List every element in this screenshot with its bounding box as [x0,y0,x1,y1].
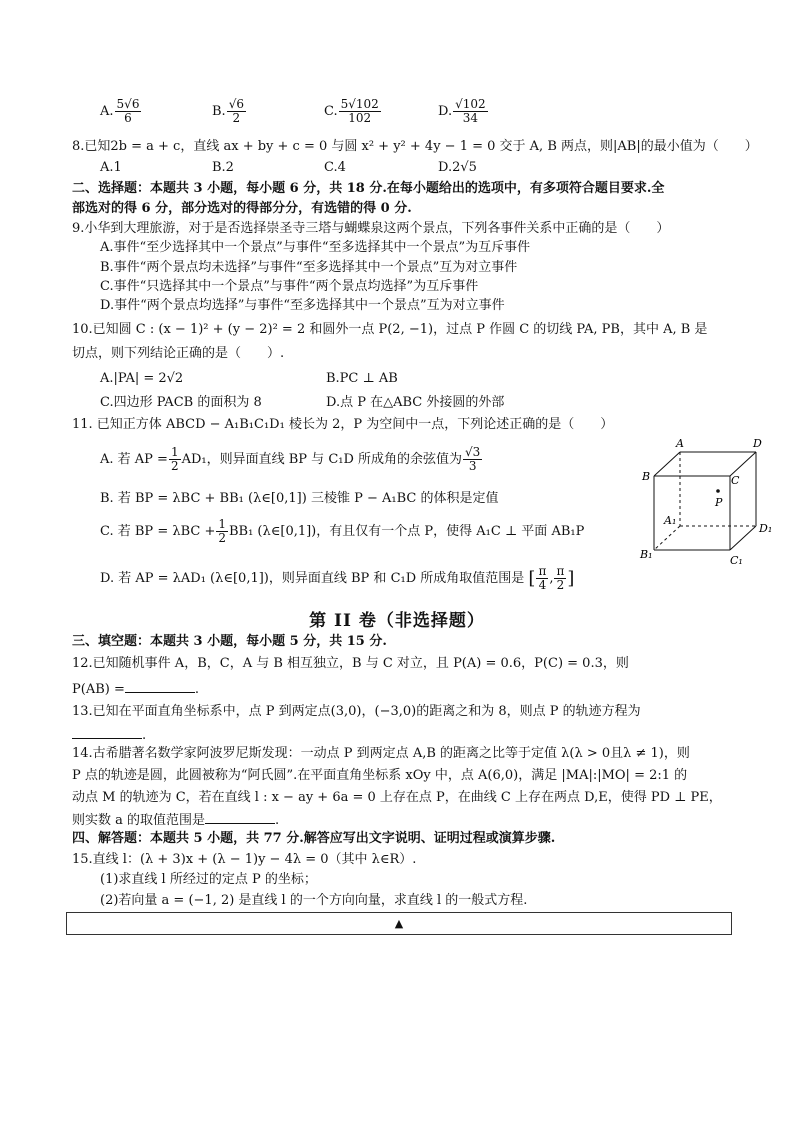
label-b: B [642,470,651,483]
q11-option-b: B. 若 BP = λBC + BB₁ (λ∈[0,1]) 三棱锥 P − A₁BC 的体积是定值 [100,491,499,506]
q8-option-a: A.1 [100,160,122,175]
q13-line1: 13.已知在平面直角坐标系中，点 P 到两定点(3,0)，(−3,0)的距离之和为 8，则点 P 的轨迹方程为 [72,704,641,719]
label-a1: A₁ [664,514,677,527]
q10-option-b: B.PC ⊥ AB [326,371,398,386]
part2-title: 第 II 卷（非选择题） [309,611,485,631]
q7-option-b: B. $\frac{√6}{2}$ [212,97,244,125]
q12-line1: 12.已知随机事件 A，B，C，A 与 B 相互独立，B 与 C 对立，且 P(A) = 0.6，P(C) = 0.3，则 [72,656,629,671]
label-p: P [715,496,723,509]
q14-answer-blank[interactable] [205,811,275,824]
q9-option-b: B.事件“两个景点均未选择”与事件“至多选择其中一个景点”互为对立事件 [100,260,518,275]
q8-option-b: B.2 [212,160,234,175]
q10-option-a: A.|PA| = 2√2 [100,371,184,386]
q12-answer-blank[interactable] [125,680,195,693]
q8-option-c: C.4 [324,160,346,175]
section4-heading: 四、解答题：本题共 5 小题，共 77 分.解答应写出文字说明、证明过程或演算步骤. [72,831,556,846]
q14-line1: 14.古希腊著名数学家阿波罗尼斯发现：一动点 P 到两定点 A,B 的距离之比等于定值 λ(λ > 0且λ ≠ 1)，则 [72,746,690,761]
q9-stem: 9.小华到大理旅游，对于是否选择崇圣寺三塔与蝴蝶泉这两个景点，下列各事件关系中正确的是（ ） [72,221,670,236]
label-b1: B₁ [640,548,653,561]
section2-heading-line2: 部选对的得 6 分，部分选对的得部分分，有选错的得 0 分. [72,201,412,216]
q13-answer-blank[interactable] [72,726,142,739]
label-d1: D₁ [759,522,773,535]
q8-option-d: D.2√5 [438,160,477,175]
q11-option-d: D. 若 AP = λAD₁ (λ∈[0,1])，则异面直线 BP 和 C₁D 所成角取值范围是 [ $\frac{\pi}{4}$ , $\frac{\pi}{2}$ ] [100,564,575,592]
cube-figure [632,432,780,572]
edge-ab [654,452,680,476]
q14-line3: 动点 M 的轨迹为 C，若在直线 l : x − ay + 6a = 0 上存在点 P，在曲线 C 上存在两点 D,E，使得 PD ⊥ PE， [72,790,722,805]
q14-line4: 则实数 a 的取值范围是 . [72,813,280,828]
label-c1: C₁ [730,554,743,567]
q10-option-d: D.点 P 在△ABC 外接圆的外部 [326,395,505,410]
q9-option-d: D.事件“两个景点均选择”与事件“至多选择其中一个景点”互为对立事件 [100,298,505,313]
q15-part2: (2)若向量 a = (−1, 2) 是直线 l 的一个方向向量，求直线 l 的一般式方程. [100,893,528,908]
q11-option-a: A. 若 AP = $\frac{1}{2}$ AD₁，则异面直线 BP 与 C₁D 所成角的余弦值为 $\frac{√3}{3}$ [100,445,481,473]
q7-option-c: C. $\frac{5√102}{102}$ [324,97,379,125]
q10-option-c: C.四边形 PACB 的面积为 8 [100,395,262,410]
point-p [716,489,720,493]
q14-line2: P 点的轨迹是圆，此圆被称为“阿氏圆”.在平面直角坐标系 xOy 中，点 A(6,0)，满足 |MA|:|MO| = 2:1 的 [72,768,688,783]
q10-stem-line2: 切点，则下列结论正确的是（ ）. [72,346,285,361]
q10-stem-line1: 10.已知圆 C : (x − 1)² + (y − 2)² = 2 和圆外一点 P(2, −1)，过点 P 作圆 C 的切线 PA, PB，其中 A, B 是 [72,322,708,337]
edge-d1c1 [730,526,756,550]
q13-line2: . [72,726,146,744]
section3-heading: 三、填空题：本题共 3 小题，每小题 5 分，共 15 分. [72,634,387,649]
q12-line2: P(AB) = . [72,682,199,697]
answer-marker: ▲ [394,917,404,930]
q9-option-a: A.事件“至少选择其中一个景点”与事件“至多选择其中一个景点”为互斥事件 [100,240,531,255]
label-d: D [753,437,762,450]
q11-option-c: C. 若 BP = λBC + $\frac{1}{2}$ BB₁ (λ∈[0,1])，有且仅有一个点 P，使得 A₁C ⊥ 平面 AB₁P [100,517,585,545]
q8-stem: 8.已知2b = a + c，直线 ax + by + c = 0 与圆 x² + y² + 4y − 1 = 0 交于 A, B 两点，则|AB|的最小值为（ ） [72,139,758,154]
edge-dc [730,452,756,476]
q15-stem: 15.直线 l：(λ + 3)x + (λ − 1)y − 4λ = 0（其中 λ∈R）. [72,852,417,867]
q11-stem: 11. 已知正方体 ABCD − A₁B₁C₁D₁ 棱长为 2，P 为空间中一点，下列论述正确的是（ ） [72,417,614,432]
q7-option-a: A. $\frac{5√6}{6}$ [100,97,140,125]
label-a: A [676,437,684,450]
q15-part1: (1)求直线 l 所经过的定点 P 的坐标； [100,872,317,887]
label-c: C [731,474,740,487]
q9-option-c: C.事件“只选择其中一个景点”与事件“两个景点均选择”为互斥事件 [100,279,479,294]
q7-option-d: D. $\frac{√102}{34}$ [438,97,486,125]
answer-area[interactable] [66,912,732,935]
section2-heading-line1: 二、选择题：本题共 3 小题，每小题 6 分，共 18 分.在每小题给出的选项中，有多项符合题目要求.全 [72,181,665,196]
edge-a1b1 [654,526,680,550]
